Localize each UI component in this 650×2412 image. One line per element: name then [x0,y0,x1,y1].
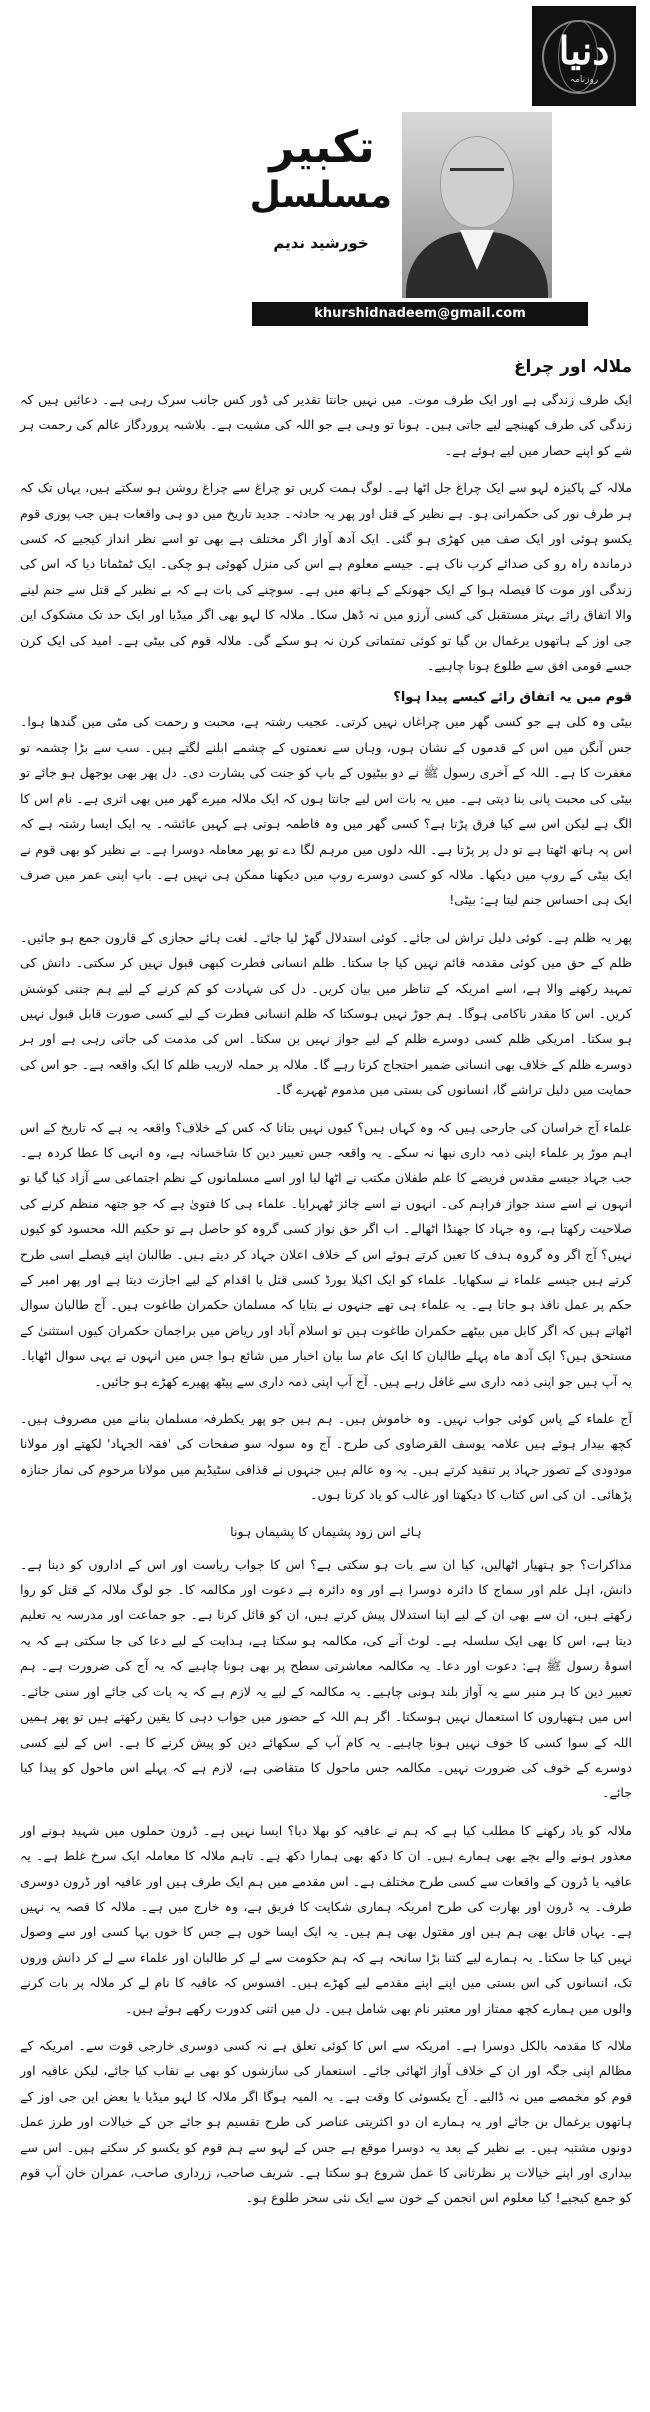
column-title [249,122,392,218]
dunya-logo [532,6,636,106]
author-portrait [402,112,552,298]
article-paragraph: ایک طرف زندگی ہے اور ایک طرف موت۔ میں نہیں جانتا تقدیر کی ڈور کس جانب سرک رہی ہے۔ دعائیں ہیں کہ زندگی کی طرف کھینچے لیے جاتی ہیں۔ ہونا تو وہی ہے جو اللہ کی مشیت ہے۔ بلاشبہ پروردگار عالم کی رحمت ہر شے کو اپنے حصار میں لیے ہوئے ہے۔ [20,392,632,458]
article-paragraph: بیٹی وہ کلی ہے جو کسی گھر میں چراغاں نہیں کرتی۔ عجیب رشتہ ہے، محبت و رحمت کی مٹی میں گندھا ہوا۔ جس آنگن میں اس کے قدموں کے نشان ہوں، وہاں سے نعمتوں کے چشمے ابلنے لگتے ہیں۔ سب سے بڑا چشمہ تو مغفرت کا ہے۔ اللہ کے آخری رسول ﷺ نے دو بیٹیوں کے باپ کو جنت کی بشارت دی۔ دل پھر بھی بوجھل ہو جائے تو بیٹی کی محبت پانی بنا دیتی ہے۔ میں یہ بات اس لیے جانتا ہوں کہ ایک ملالہ میرے گھر میں بھی اتری ہے۔ نام اس کا الگ ہے لیکن اس سے کیا فرق پڑتا ہے؟ کسی گھر میں وہ فاطمہ ہوتی ہے کہیں عائشہ۔ یہ ایک ایسا رشتہ ہے کہ اس پہ ہاتھ اٹھتا ہے تو دل پر پڑتا ہے۔ اللہ دلوں میں مرہم لگا دے تو پھر معاملہ دوسرا ہے۔ بے نظیر کو بھی قوم نے ایک بیٹی کے روپ میں دیکھا۔ ملالہ کو کسی دوسرے روپ میں دیکھنا ممکن ہی نہیں ہے۔ باپ اپنی عمر میں صرف ایک ہی احساس جنم لیتا ہے: بیٹی! [20,714,632,908]
column-title-line2: مسلسل [249,175,392,216]
author-email[interactable]: khurshidnadeem@gmail.com [252,302,588,326]
logo-text: دنیا [558,27,610,73]
article-paragraph: آج علماء کے پاس کوئی جواب نہیں۔ وہ خاموش ہیں۔ ہم ہیں جو پھر یکطرفہ مسلمان بنانے میں مصروف ہیں۔ کچھ بیدار ہوئے ہیں علامہ یوسف القرضاوی کی طرح۔ آج وہ سولہ سو صفحات کی 'فقہ الجہاد' لکھتے اور مولانا مودودی کے تصور جہاد پر تنقید کرتے ہیں۔ یہ وہ عالم ہیں جنہوں نے قذافی سٹیڈیم میں مولانا مرحوم کی نماز جنازہ پڑھائی۔ ان کی اس کتاب کا دیکھتا اور غالب کو یاد کرتا ہوں۔ [20,1411,632,1503]
article-paragraph: ملالہ کے پاکیزہ لہو سے ایک چراغ جل اٹھا ہے۔ لوگ ہمت کریں تو چراغ سے چراغ روشن ہو سکتے ہیں، یہاں تک کہ ہر طرف نور کی حکمرانی ہو۔ ہے نظیر کے قتل اور پھر یہ حادثہ۔ جدید تاریخ میں دو ہی واقعات ہیں جب پوری قوم یکسو ہوئی اور ایک صف میں کھڑی ہو گئی۔ ایک آدھ آواز اگر مختلف ہے بھی تو اسے نظر انداز کیجیے کہ کسی درماندہ راہ رو کی صدائے کرب ناک ہے۔ جیسے معلوم ہے اس کی منزل کھوئی ہو چکی۔ ایک ٹمٹماتا دیا کہ اس کی زندگی اور موت کا فیصلہ ہوا کے ایک جھونکے کے ہاتھ میں ہے۔ سوچنے کی بات ہے کہ بے نظیر کے قتل سے جنم لینے والا اتفاق رائے بہتر مستقبل کی کسی آرزو میں نہ ڈھل سکا۔ ملالہ کا لہو بھی اگر میڈیا اور ایک حد تک مشکوک این جی اوز کے ہاتھوں یرغمال بن گیا تو کوئی تمتماتی کرن نہ ہو سکے گی۔ ملالہ قوم کی بیٹی ہے۔ امید کی ایک کرن جسے قومی افق سے طلوع ہونا چاہیے۔ [20,480,632,674]
article-sections [20,387,632,2211]
article-subhead: قوم میں یہ اتفاق رائے کیسے پیدا ہوا؟ [393,690,632,706]
article-paragraph: علماء آج خراسان کی جارحی ہیں کہ وہ کہاں ہیں؟ کیوں نہیں بتاتا کہ کس کے خلاف؟ واقعہ یہ ہے کہ تاریخ کے اس اہم موڑ پر علماء اپنی ذمہ داری نبھا نہ سکے۔ یہ واقعہ جس تعبیر دین کا شاخسانہ ہے، وہ انہی کا عطا کردہ ہے۔ جب جہاد جیسے مقدس فریضے کا علم طفلان مکتب نے اٹھا لیا اور اسے مسلمانوں کے نظم اجتماعی سے آزاد کیا گیا تو انہوں نے اسے سند جواز فراہم کی۔ انہوں نے اسے جائز ٹھہرایا۔ علماء ہی کا فتویٰ ہے کہ جو جتھہ منظم کرنے کی صلاحیت رکھتا ہے، وہ جہاد کا جھنڈا اٹھالے۔ اب اگر حق نواز کسی گروہ کو حاصل ہے تو حکیم اللہ محسود کو کیوں نہیں؟ آج اگر وہ گروہ ہدف کا تعین کرتے ہوئے اس کے خلاف اعلان جہاد کر دیتے ہیں۔ طالبان اپنے فیصلے اسی طرح کرتے ہیں جیسے علماء نے سکھایا۔ علماء کو ایک اکیلا بورڈ کسی قتل یا اقدام کے لیے اجازت دیتا ہے اور پھر امیر کے حکم پر عمل نافذ ہو جاتا ہے۔ یہ علماء ہی تھے جنہوں نے بتایا کہ مسلمان حکمران طاغوت ہیں۔ آج طالبان سوال اٹھاتے ہیں کہ اگر کابل میں بیٹھے حکمران طاغوت ہیں تو اسلام آباد اور ریاض میں براجمان حکمران کیوں استثنیٰ کے مستحق ہیں؟ ایک آدھ ماہ پہلے طالبان کا ایک عام سا بیان اخبار میں شائع ہوا جس میں انہوں نے یہی سوال اٹھایا۔ یہ آپ ہیں جو اپنی ذمہ داری سے غافل رہے ہیں۔ آج آپ اپنی ذمہ داری سے پیٹھ پھیرے کھڑے ہو جائیں۔ [20,1119,632,1389]
article-verse: ہائے اس زود پشیماں کا پشیماں ہونا [230,1523,422,1539]
article-paragraph: پھر یہ ظلم ہے۔ کوئی دلیل تراش لی جائے۔ کوئی استدلال گھڑ لیا جائے۔ لغت ہائے حجازی کے قارون جمع ہو جائیں۔ ظلم کے حق میں کوئی مقدمہ قائم نہیں کیا جا سکتا۔ ظلم انسانی فطرت کبھی قبول نہیں کر سکتی۔ دانش کی تمہید رکھنے والا ہے، اسے امریکہ کے تناظر میں بیان کریں۔ دل کی شہادت کو کم کرنے کے لیے ہم جتنی کوشش کریں۔ اس کا مقدر ناکامی ہوگا۔ ہم جوڑ نہیں ہوسکتا کہ ظلم انسانی فطرت کے لیے کسی صورت قابل قبول نہیں ہو سکتا۔ امریکی ظلم کسی دوسرے ظلم کے لیے جواز نہیں بن سکتا۔ اس کی مذمت کی جاتی رہی ہے اور ہر دوسرے ظلم کے خلاف بھی انسانی ضمیر احتجاج کرتا رہے گا۔ ملالہ پر حملہ لاریب ظلم کا ایک واقعہ ہے۔ جو اس کی حمایت میں دلیل تراشے گا، انسانوں کی بستی میں مذموم ٹھہرے گا۔ [20,929,632,1098]
article-paragraph: مذاکرات؟ جو ہتھیار اٹھالیں، کیا ان سے بات ہو سکتی ہے؟ اس کا جواب ریاست اور اس کے اداروں کو دینا ہے۔ دانش، اہل علم اور سماج کا دائرہ دوسرا ہے اور وہ دائرہ ہے دعوت اور مکالمہ کا۔ جو لوگ ملالہ کے قتل کو روا رکھتے ہیں، ان سے بھی ان کے لیے اپنا استدلال پیش کرتے ہیں، ان کو قائل کرنا ہے۔ جو جماعت اور مدرسہ یہ تعلیم دیتا ہے، اس کا بھی ایک سلسلہ ہے۔ لوٹ آنے کی، مکالمہ ہو سکتا ہے، ہدایت کے لیے دعا کی جا سکتی ہے کہ یہ اسوۂ رسول ﷺ ہے: دعوت اور دعا۔ یہ مکالمہ معاشرتی سطح پر بھی ہونا چاہیے کہ یہ آج کی ضرورت ہے۔ ہم تعبیر دین کا ہر منبر سے یہ آواز بلند ہونی چاہیے۔ یہ مکالمہ کے لیے یہ لازم ہے کہ یہ بات کی جائے اور سنی جائے۔ اس میں ہتھیاروں کا استعمال نہیں ہوسکتا۔ اگر ہم اللہ کے حضور میں جواب دہی کا یقین رکھتے ہیں تو پھر ہمیں اللہ کے سوا کسی کا خوف نہیں ہونا چاہیے۔ یہ کام آپ کے سکھائے دین کو پیش کرنے کا ہے۔ اس کے لیے کسی دوسرے کے خوف کی ضرورت نہیں۔ مکالمہ جس ماحول کا متقاضی ہے، لازم ہے کہ پہلے اس ماحول کو پیدا کیا جائے۔ [20,1556,632,1801]
column-header [249,112,588,332]
author-name: خورشید ندیم [273,234,369,252]
article-headline: ملالہ اور چراغ [513,357,632,377]
column-title-line1: تکبیر [269,122,375,173]
article-paragraph: ملالہ کا مقدمہ بالکل دوسرا ہے۔ امریکہ سے اس کا کوئی تعلق ہے نہ کسی دوسری خارجی قوت سے۔ امریکہ کے مظالم اپنی جگہ اور ان کے خلاف آواز اٹھائی جائے۔ استعمار کی سازشوں کو بھی بے نقاب کیا جائے، لیکن عافیہ اور قوم کو مخمصے میں نہ ڈالیے۔ آج یکسوئی کا وقت ہے۔ یہ المیہ ہوگا اگر ملالہ کا لہو میڈیا یا بعض این جی اوز کے ہاتھوں یرغمال بن جائے اور یہ ہمارے ان دو اکثریتی عناصر کی طرح تقسیم ہو جائے جن کے خیالات اور طرز عمل دونوں مشتبہ ہیں۔ بے نظیر کے بعد یہ دوسرا موقع ہے جس کے لہو سے ہم قوم کو یکسو کر سکتے ہیں۔ اس سے بیداری اور اپنے خیالات پر نظرثانی کا عمل شروع ہو سکتا ہے۔ شریف صاحب، زرداری صاحب، عمران خان آپ قوم کو جمع کیجیے! کیا معلوم اس انجمن کے خون سے ایک نئی سحر طلوع ہو۔ [20,2037,632,2206]
article-body [20,356,632,2223]
article-paragraph: ملالہ کو یاد رکھنے کا مطلب کیا ہے کہ ہم نے عافیہ کو بھلا دیا؟ ایسا نہیں ہے۔ ڈرون حملوں میں شہید ہونے اور معذور ہونے والے بچے بھی ہمارے ہیں۔ ان کا دکھ بھی ہمارا دکھ ہے۔ تاہم ملالہ کا معاملہ ایک سرخ غلط ہے۔ یہ عافیہ یا ڈرون کے واقعات سے کسی طرح مختلف ہے۔ اس مقدمے میں ہم ایک طرف ہیں اور عافیہ اور ڈرون دوسری طرف۔ یہ ڈرون اور بھارت کی طرح امریکہ ہماری شکایت کا فریق ہے، وہ خارج میں ہے۔ ملالہ کا قصہ یہ نہیں ہے۔ یہاں قاتل بھی ہم ہیں اور مقتول بھی ہم ہیں۔ یہ ایک ایسا خوں ہے جس کا خوں بہا کسی اور سے وصول نہیں کیا جا سکتا۔ یہ ہمارے لیے کتنا بڑا سانحہ ہے کہ ہم حکومت سے لے کر طالبان اور علماء سے لے کر دانش وروں تک، انسانوں کی اس بستی میں اپنے اپنے مقدمے لیے کھڑے ہیں۔ افسوس کہ عافیہ کا نام لے کر ملالہ پر بات کرنے والوں میں ہمارے کچھ ممتاز اور معتبر نام بھی شامل ہیں۔ دل میں اتنی کدورت رکھے ہوئے ہیں۔ [20,1822,632,2016]
logo-subtext: روزنامہ [569,74,599,85]
